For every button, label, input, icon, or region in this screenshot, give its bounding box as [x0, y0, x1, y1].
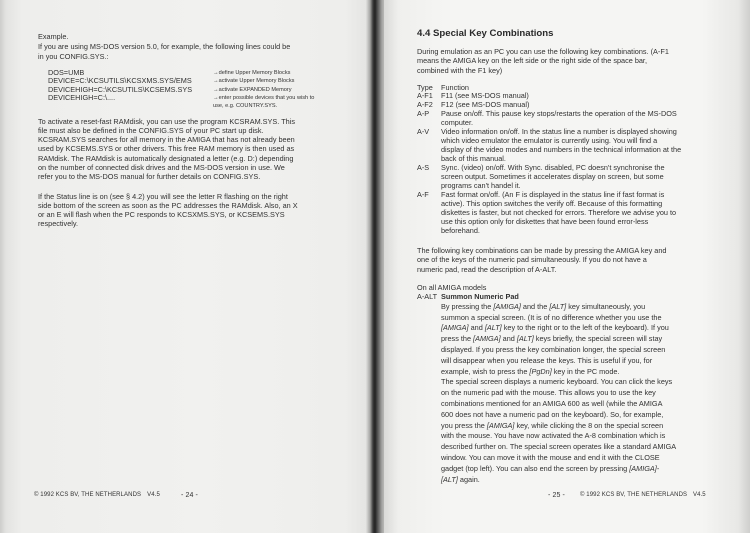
text-line: F12 (see MS-DOS manual)	[441, 100, 530, 110]
key-table-row	[417, 164, 681, 191]
alt-entry-description	[417, 302, 676, 486]
config-directive: DEVICEHIGH=C:\KCSUTILS\KCSEMS.SYS	[48, 84, 193, 94]
page-number: - 25 -	[548, 491, 565, 499]
key-combination: A-P	[417, 109, 430, 119]
text-line: which video emulator the emulator is currently using. You will find a	[441, 136, 658, 146]
config-comment	[213, 86, 314, 94]
text-line: computer.	[441, 118, 474, 128]
text-line: will disappear when you release the keys. This is useful if you, for	[441, 355, 653, 365]
text-line: file must also be defined in the CONFIG.SYS of your PC start up disk.	[38, 125, 264, 135]
text-line: →activate Upper Memory Blocks	[213, 78, 295, 85]
text-line: diskettes is faster, but not checked for errors. Therefore we advise you to	[441, 207, 677, 217]
alt-entry-title: Summon Numeric Pad	[441, 292, 519, 302]
copyright-notice: © 1992 KCS BV, THE NETHERLANDS	[34, 492, 142, 498]
version-label: V4.5	[693, 492, 706, 498]
config-directive: DEVICE=C:\KCSUTILS\KCSXMS.SYS/EMS	[48, 76, 192, 86]
text-line: Sync. (video) on/off. With Sync. disabled, PC doesn't synchronise the	[441, 163, 665, 173]
config-line	[0, 94, 314, 111]
text-line: programs can't handel it.	[441, 180, 521, 190]
key-name-emphasis: [ALT]	[484, 323, 502, 333]
alt-entry-header	[417, 292, 676, 302]
text-line: combined with the F1 key)	[417, 65, 503, 75]
key-name-emphasis: [ALT]	[441, 474, 458, 484]
key-combination-table	[417, 84, 681, 236]
text-line: gadget (top left). You can also end the screen by pressing [AMIGA]-	[441, 463, 660, 473]
key-function-description	[441, 128, 681, 164]
text-line: means the AMIGA key on the left side or the right side of the space bar,	[417, 56, 647, 65]
key-combination: A-F	[417, 189, 429, 199]
key-combination: A-V	[417, 127, 430, 137]
text-line: Example.	[38, 32, 69, 41]
text-line: F11 (see MS-DOS manual)	[441, 91, 529, 101]
text-line: combinations mentioned for an AMIGA 600 as well (while the AMIGA	[441, 398, 663, 408]
key-table-row	[417, 128, 681, 164]
text-line: press the [AMIGA] and [ALT] keys briefly, the special screen will stay	[441, 334, 663, 344]
key-table-row	[417, 110, 681, 128]
key-combination: A-F1	[417, 91, 433, 101]
key-name-emphasis: [AMIGA]	[441, 323, 469, 333]
text-line: [ALT] again.	[441, 474, 480, 484]
key-function-description	[441, 164, 681, 191]
right-page	[384, 0, 750, 533]
key-name-emphasis: [AMIGA]	[493, 301, 521, 311]
alt-entry	[417, 292, 676, 485]
left-page	[0, 0, 372, 533]
key-name-emphasis: [ALT]	[516, 334, 534, 344]
key-combination: A-S	[417, 163, 430, 173]
text-line: described further on. The special screen operates like a standard AMIGA	[441, 442, 677, 452]
text-line: [AMIGA] and [ALT] key to the right or to the left of the keyboard). If you	[441, 323, 669, 333]
version-label: V4.5	[147, 492, 160, 498]
text-line: one of the keys of the numeric pad simultaneously. If you do not have a	[417, 255, 647, 264]
text-line: you press the [AMIGA] key, while clicking the 8 on the special screen	[441, 420, 664, 430]
text-line: numeric pad, read the description of A-ALT.	[417, 264, 557, 274]
text-line: or an E will flash when the PC responds to KCSXMS.SYS, or KCSEMS.SYS	[38, 209, 285, 219]
config-directive: DOS=UMB	[48, 68, 85, 77]
models-heading: On all AMIGA models	[417, 282, 487, 292]
text-line: display of the video modes and numbers in the technical information at the	[441, 145, 682, 155]
key-combinations-intro	[417, 47, 669, 76]
key-name-emphasis: [PgDn]	[529, 366, 552, 376]
page-footer	[34, 491, 198, 499]
text-line: displayed. If you press the key combination longer, the special screen	[441, 344, 666, 354]
text-line: The special screen displays a numeric keyboard. You can click the keys	[441, 377, 673, 387]
key-name-emphasis: [AMIGA]	[629, 463, 657, 473]
status-line-paragraph	[38, 192, 298, 228]
text-line: side bottom of the screen as soon as the PC addresses the RAMdisk. Also, an X	[38, 200, 298, 210]
text-line: If the Status line is on (see § 4.2) you will see the letter R flashing on the right	[38, 191, 288, 201]
key-combination: A-F2	[417, 100, 433, 110]
key-function-description	[441, 191, 681, 236]
text-line: respectively.	[38, 218, 79, 228]
config-comment	[213, 94, 314, 111]
text-line: →define Upper Memory Blocks	[213, 70, 291, 76]
text-line: The following key combinations can be made by pressing the AMIGA key and	[417, 245, 667, 255]
copyright-notice: © 1992 KCS BV, THE NETHERLANDS	[580, 492, 688, 498]
column-header-function: Function	[441, 82, 469, 92]
text-line: To activate a reset-fast RAMdisk, you can use the program KCSRAM.SYS. This	[38, 116, 295, 126]
config-sys-listing	[0, 69, 314, 110]
page-number: - 24 -	[181, 491, 198, 499]
text-line: window. You can move it with the mouse and end it with the CLOSE	[441, 452, 660, 462]
text-line: beforehand.	[441, 225, 480, 235]
text-line: on the number of connected disk drives and the MS-DOS version in use. We	[38, 163, 285, 173]
config-comment	[213, 69, 314, 77]
text-line: example, wish to press the [PgDn] key in the PC mode.	[441, 366, 620, 376]
section-heading: 4.4 Special Key Combinations	[417, 27, 554, 39]
text-line: Pause on/off. This pause key stops/restarts the operation of the MS-DOS	[441, 109, 677, 119]
example-intro	[38, 32, 290, 62]
numeric-pad-intro	[417, 246, 666, 275]
text-line: active). This option switches the verify off. Because of this formatting	[441, 198, 663, 208]
text-line: →activate EXPANDED Memory	[213, 86, 292, 93]
text-line: KCSRAM.SYS searches for all memory in the AMIGA that has not already been	[38, 135, 295, 145]
config-directive: DEVICEHIGH=C:\....	[48, 92, 116, 102]
text-line: refer you to the MS-DOS manual for further details on CONFIG.SYS.	[38, 172, 261, 182]
text-line: summon a special screen. (It is of no difference whether you use the	[441, 312, 662, 322]
text-line: Video information on/off. In the status line a number is displayed showing	[441, 127, 677, 137]
text-line: Fast format on/off. (An F is displayed in the status line if fast format is	[441, 189, 665, 199]
text-line: with the mouse. You have now activated the A-8 combination which is	[441, 431, 666, 441]
key-name-emphasis: [ALT]	[549, 301, 567, 311]
text-line: used by KCSEMS.SYS or other drivers. This free RAM memory is then used as	[38, 144, 295, 154]
config-comment	[213, 77, 314, 85]
text-line: on the numeric pad with the mouse. This allows you to use the key	[441, 388, 656, 398]
column-header-type: Type	[417, 82, 433, 92]
text-line: use, e.g. COUNTRY.SYS.	[213, 103, 278, 110]
ramdisk-paragraph	[38, 117, 295, 182]
text-line: in you CONFIG.SYS.:	[38, 52, 109, 61]
key-name-emphasis: [AMIGA]	[486, 420, 515, 430]
text-line: 600 does not have a numeric pad on the keyboard). So, for example,	[441, 409, 664, 419]
key-function-description	[441, 110, 681, 128]
text-line: RAMdisk. The RAMdisk is automatically designated a letter (e.g. D:) depending	[38, 153, 294, 163]
text-line: →enter possible devices that you wish to	[213, 94, 315, 101]
key-table-row	[417, 191, 681, 236]
text-line: By pressing the [AMIGA] and the [ALT] key simultaneously, you	[441, 301, 646, 311]
text-line: back of this manual.	[441, 154, 506, 164]
key-name-emphasis: [AMIGA]	[473, 334, 501, 344]
text-line: During emulation as an PC you can use the following key combinations. (A-F1	[417, 46, 669, 56]
text-line: screen output. Sometimes it accelerates display on screen, but some	[441, 172, 664, 182]
text-line: If you are using MS-DOS version 5.0, for example, the following lines could be	[38, 42, 291, 51]
text-line: use this option only for diskettes that have been found error-less	[441, 216, 649, 226]
alt-key-label: A-ALT	[417, 292, 438, 302]
